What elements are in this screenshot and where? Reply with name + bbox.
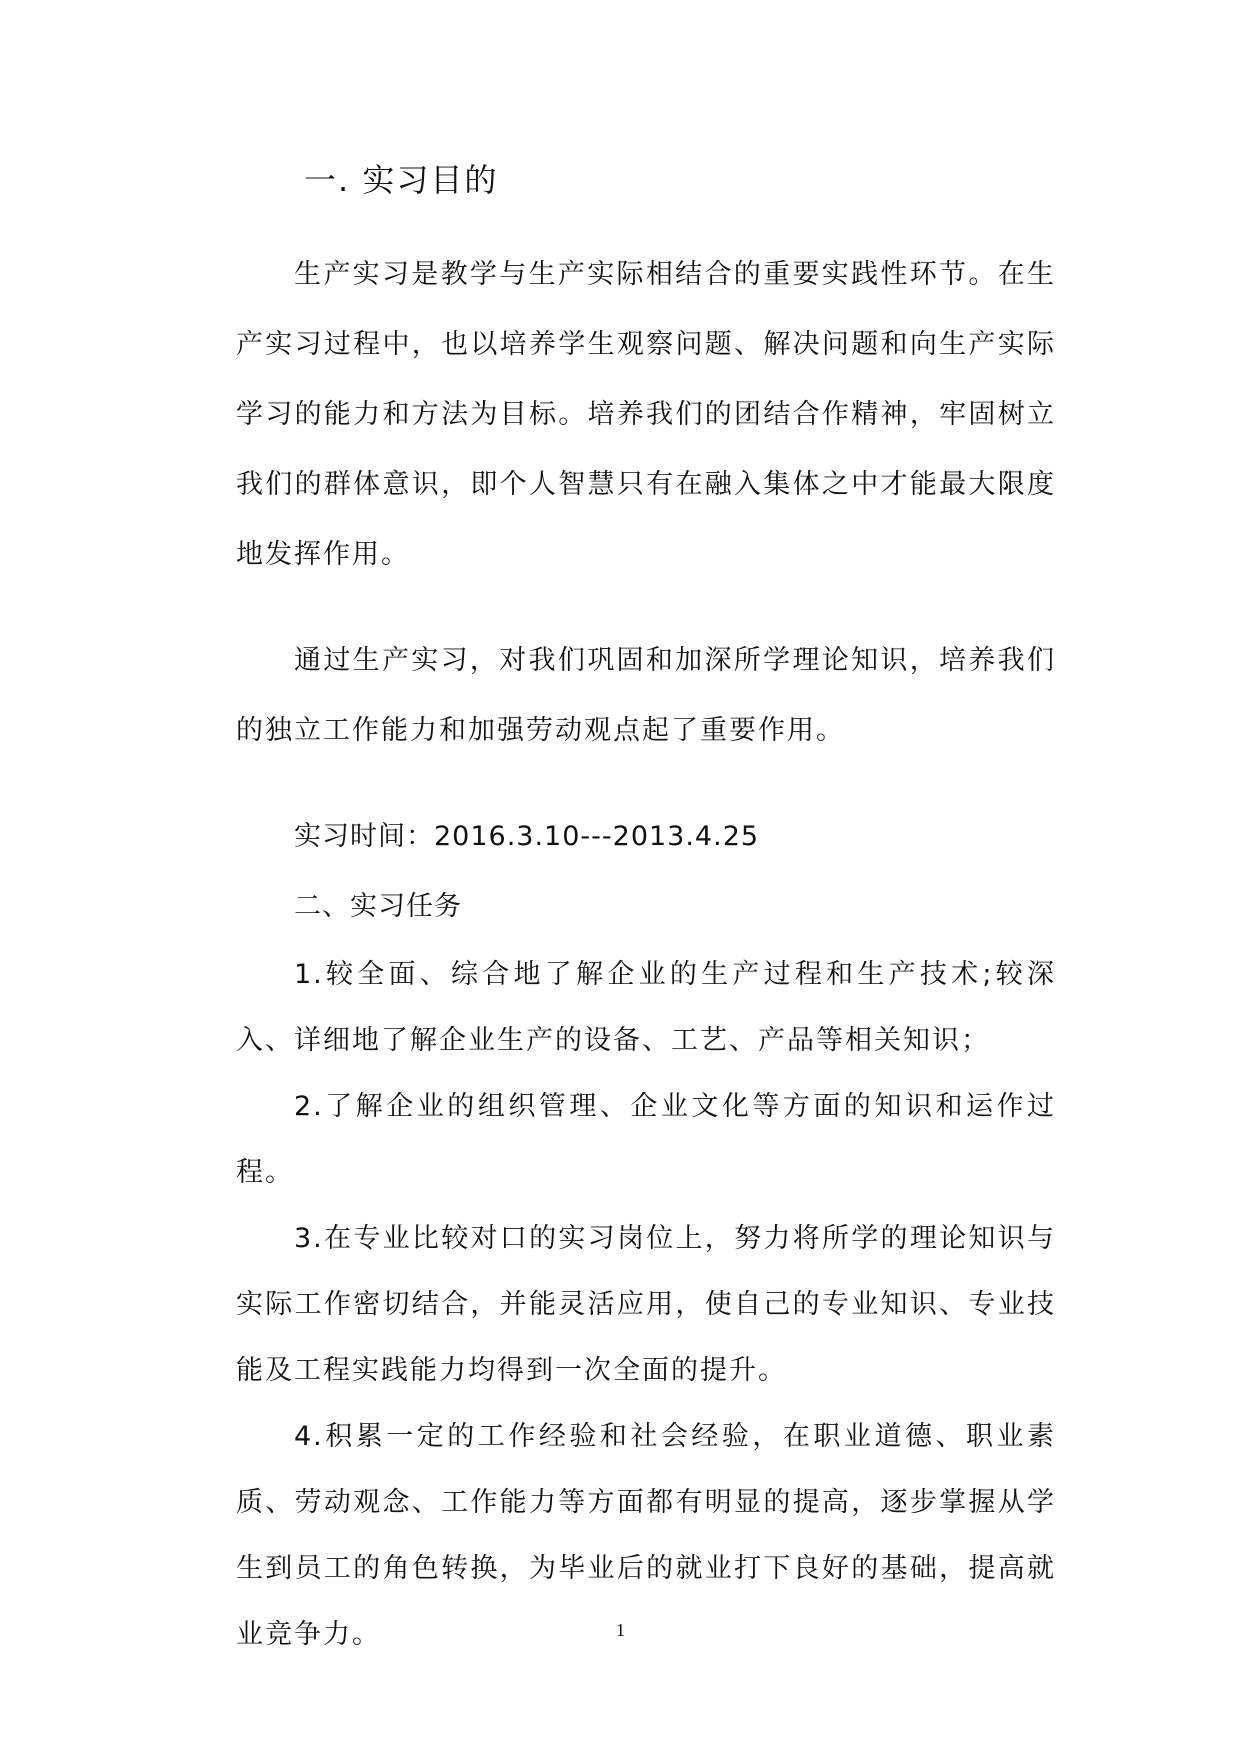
document-body	[236, 160, 1056, 1668]
task-item-2: 2.了解企业的组织管理、企业文化等方面的知识和运作过程。	[236, 1091, 1056, 1188]
paragraph-purpose: 生产实习是教学与生产实际相结合的重要实践性环节。在生产实习过程中，也以培养学生观察问题、解决问题和向生产实际学习的能力和方法为目标。培养我们的团结合作精神，牢固树立我们的群体意识，即个人智慧只有在融入集体之中才能最大限度地发挥作用。	[236, 259, 1056, 570]
section-heading-tasks: 二、实习任务	[294, 891, 462, 922]
section-heading-purpose: 一. 实习目的	[304, 161, 499, 199]
page-number: 1	[616, 1620, 625, 1640]
task-item-1: 1.较全面、综合地了解企业的生产过程和生产技术;较深入、详细地了解企业生产的设备、工艺、产品等相关知识；	[236, 959, 1056, 1056]
internship-time: 实习时间：2016.3.10---2013.4.25	[294, 821, 760, 852]
paragraph-benefits: 通过生产实习，对我们巩固和加深所学理论知识，培养我们的独立工作能力和加强劳动观点起了重要作用。	[236, 645, 1056, 746]
task-item-3: 3.在专业比较对口的实习岗位上，努力将所学的理论知识与实际工作密切结合，并能灵活应用，使自己的专业知识、专业技能及工程实践能力均得到一次全面的提升。	[236, 1223, 1056, 1386]
task-item-4: 4.积累一定的工作经验和社会经验，在职业道德、职业素质、劳动观念、工作能力等方面都有明显的提高，逐步掌握从学生到员工的角色转换，为毕业后的就业打下良好的基础，提高就业竞争力。	[236, 1421, 1056, 1650]
